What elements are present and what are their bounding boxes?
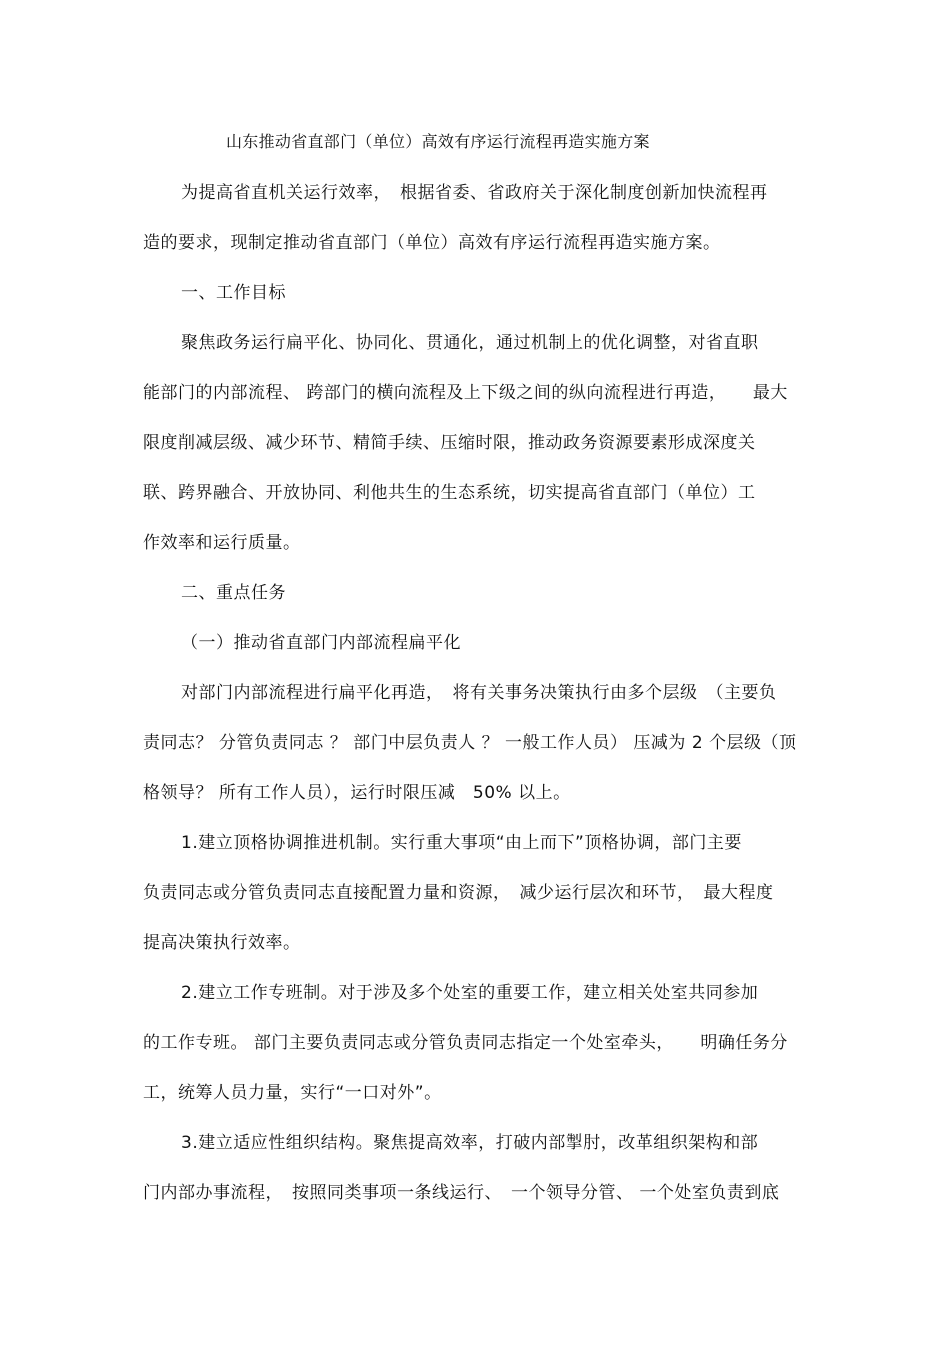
document-title: 山东推动省直部门（单位）高效有序运行流程再造实施方案 [226, 132, 650, 151]
paragraph-line: 聚焦政务运行扁平化、协同化、贯通化，通过机制上的优化调整，对省直职 [181, 333, 759, 353]
paragraph-line: 责同志？ 分管负责同志 ？ 部门中层负责人 ？ 一般工作人员） 压减为 2 个层级（顶 [143, 733, 797, 753]
paragraph-line: 能部门的内部流程、 跨部门的横向流程及上下级之间的纵向流程进行再造， 最大 [143, 383, 788, 403]
paragraph-line: 负责同志或分管负责同志直接配置力量和资源， 减少运行层次和环节， 最大程度 [143, 883, 774, 903]
paragraph-line: 3.建立适应性组织结构。聚焦提高效率，打破内部掣肘，改革组织架构和部 [181, 1133, 759, 1153]
paragraph-line: 作效率和运行质量。 [143, 533, 301, 553]
paragraph-line: 为提高省直机关运行效率， 根据省委、省政府关于深化制度创新加快流程再 [181, 183, 768, 203]
section-heading: 二、重点任务 [181, 583, 286, 603]
paragraph-line: 限度削减层级、减少环节、精简手续、压缩时限，推动政务资源要素形成深度关 [143, 433, 756, 453]
section-heading: 一、工作目标 [181, 283, 286, 303]
paragraph-line: 门内部办事流程， 按照同类事项一条线运行、 一个领导分管、 一个处室负责到底 [143, 1183, 780, 1203]
paragraph-line: 联、跨界融合、开放协同、利他共生的生态系统，切实提高省直部门（单位）工 [143, 483, 756, 503]
subsection-heading: （一）推动省直部门内部流程扁平化 [181, 633, 461, 653]
paragraph-line: 工，统筹人员力量，实行“一口对外”。 [143, 1083, 442, 1103]
paragraph-line: 对部门内部流程进行扁平化再造， 将有关事务决策执行由多个层级 （主要负 [181, 683, 777, 703]
paragraph-line: 造的要求，现制定推动省直部门（单位）高效有序运行流程再造实施方案。 [143, 233, 721, 253]
paragraph-line: 的工作专班。 部门主要负责同志或分管负责同志指定一个处室牵头， 明确任务分 [143, 1033, 788, 1053]
paragraph-line: 格领导？ 所有工作人员），运行时限压减 50% 以上。 [143, 783, 571, 803]
paragraph-line: 提高决策执行效率。 [143, 933, 301, 953]
paragraph-line: 1.建立顶格协调推进机制。实行重大事项“由上而下”顶格协调，部门主要 [181, 833, 742, 853]
paragraph-line: 2.建立工作专班制。对于涉及多个处室的重要工作，建立相关处室共同参加 [181, 983, 759, 1003]
